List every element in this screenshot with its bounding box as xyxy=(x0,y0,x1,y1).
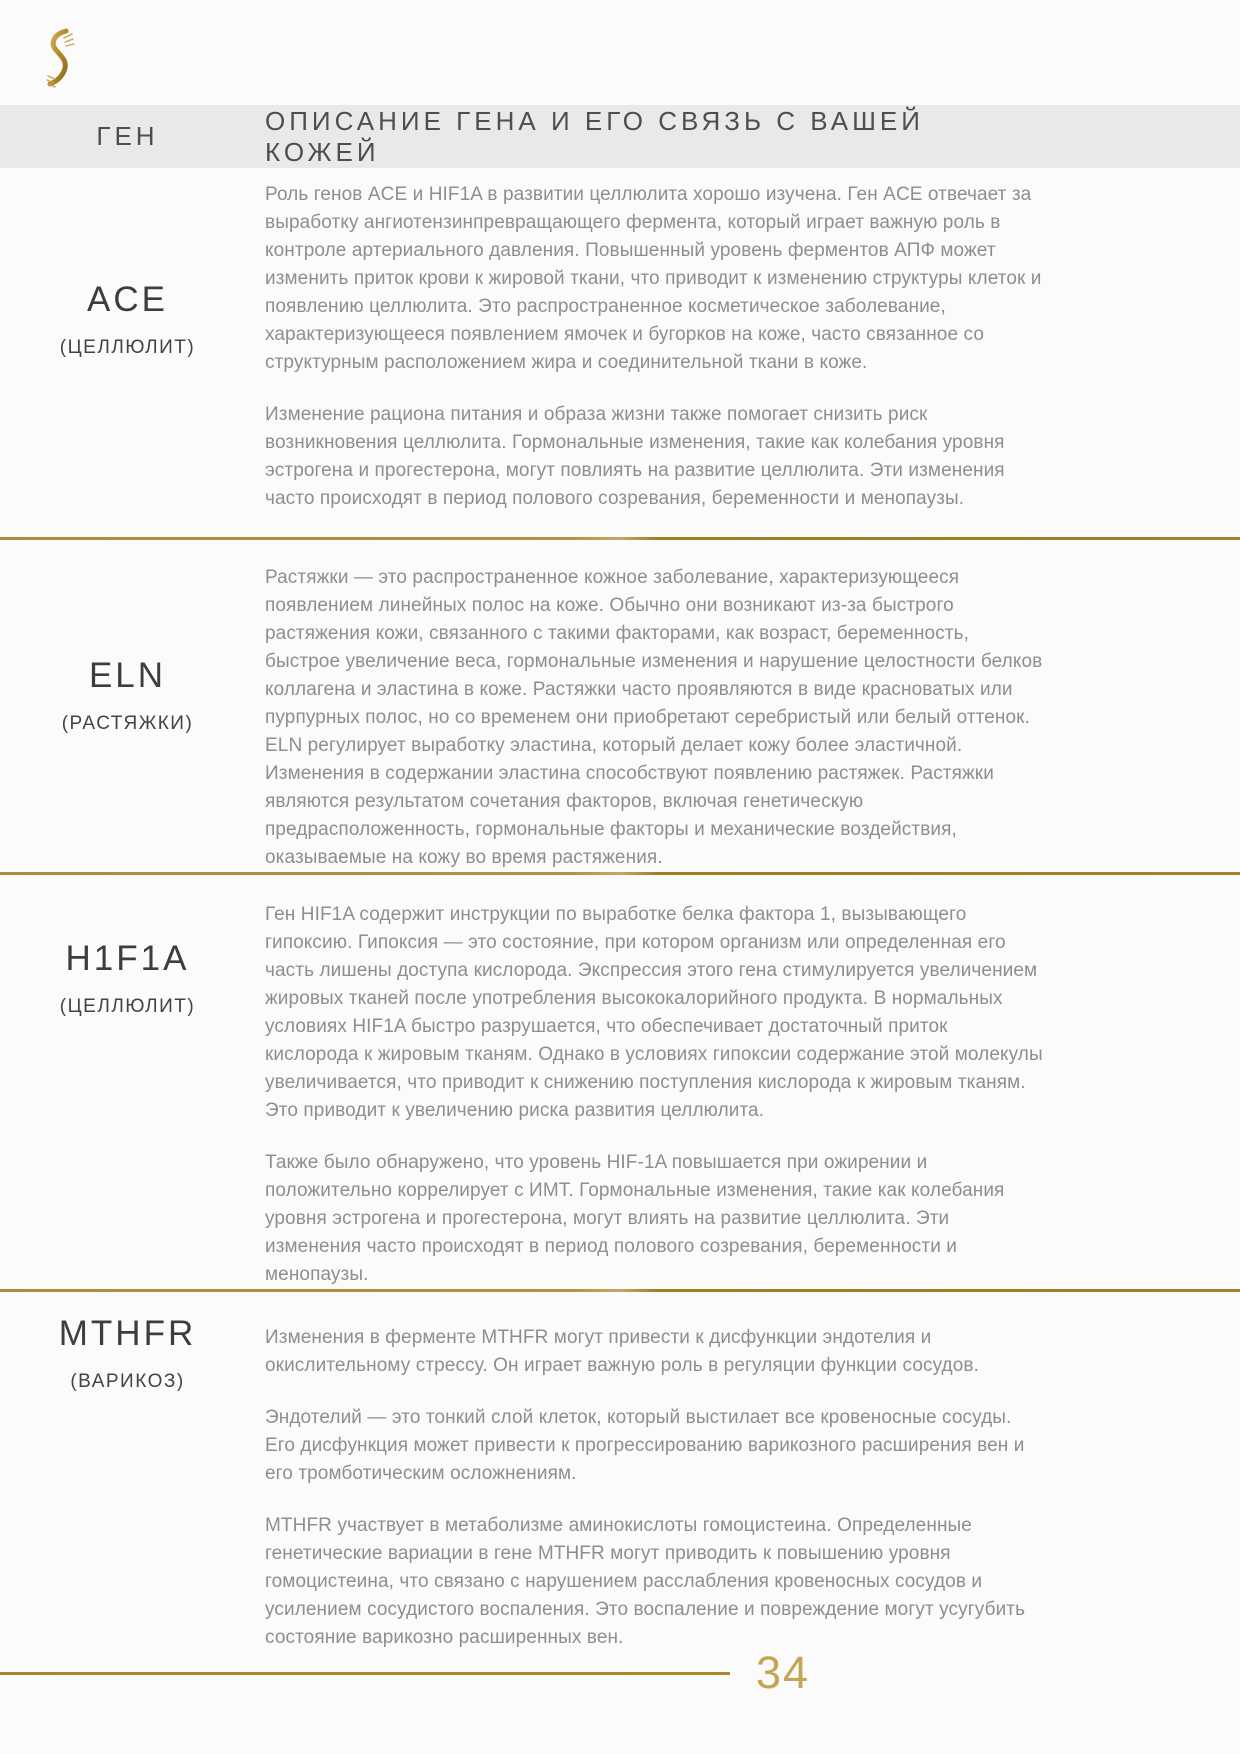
gene-table xyxy=(0,168,1240,1671)
description-paragraph: Изменения в ферменте MTHFR могут привести к дисфункции эндотелия и окислительному стрессу. Он играет важную роль в регуляции функции сосудов. xyxy=(265,1327,979,1376)
gene-cell xyxy=(0,540,255,872)
description-cell xyxy=(255,1292,1240,1671)
gene-cell xyxy=(0,875,255,1289)
gene-condition: (ЦЕЛЛЮЛИТ) xyxy=(59,337,196,358)
gene-condition: (ЦЕЛЛЮЛИТ) xyxy=(59,996,196,1017)
table-row xyxy=(0,875,1240,1289)
description-paragraph: Также было обнаружено, что уровень HIF-1A повышается при ожирении и положительно коррелирует с ИМТ. Гормональные изменения, такие как колебания уровня эстрогена и прогестерона, могут влиять на развитие целлюлита. Эти изменения часто происходят в период полового созревания, беременности и менопаузы. xyxy=(265,1152,1005,1285)
gene-name: H1F1A xyxy=(65,939,190,978)
gene-condition: (ВАРИКОЗ) xyxy=(70,1371,185,1392)
table-row xyxy=(0,1292,1240,1671)
gene-name: MTHFR xyxy=(58,1314,197,1353)
gene-name: ELN xyxy=(88,656,167,695)
table-header xyxy=(0,105,1240,168)
description-cell xyxy=(255,875,1240,1289)
gene-column-header: ГЕН xyxy=(96,121,159,151)
description-paragraph: MTHFR участвует в метаболизме аминокислоты гомоцистеина. Определенные генетические вариации в гене MTHFR могут приводить к повышению уровня гомоцистеина, что связано с нарушением расслабления кровеносных сосудов и усилением сосудистого воспаления. Это воспаление и повреждение могут усугубить состояние варикозно расширенных вен. xyxy=(265,1515,1026,1648)
footer-gold-line xyxy=(0,1672,730,1675)
gene-cell xyxy=(0,168,255,537)
description-cell xyxy=(255,540,1240,872)
page-number: 34 xyxy=(756,1647,811,1698)
gene-condition: (РАСТЯЖКИ) xyxy=(61,713,194,734)
table-row xyxy=(0,168,1240,537)
page-footer xyxy=(0,1648,1240,1698)
gene-name: ACE xyxy=(87,280,168,319)
gene-cell xyxy=(0,1292,255,1671)
description-paragraph: Изменение рациона питания и образа жизни также помогает снизить риск возникновения целлюлита. Гормональные изменения, такие как колебания уровня эстрогена и прогестерона, могут повлиять на развитие целлюлита. Эти изменения часто происходят в период полового созревания, беременности и менопаузы. xyxy=(265,404,1005,509)
description-paragraph: Растяжки — это распространенное кожное заболевание, характеризующееся появлением линейных полос на коже. Обычно они возникают из-за быстрого растяжения кожи, связанного с такими факторами, как возраст, беременность, быстрое увеличение веса, гормональные изменения и нарушение целостности белков коллагена и эластина в коже. Растяжки часто проявляются в виде красноватых или пурпурных полос, но со временем они приобретают серебристый или белый оттенок. ELN регулирует выработку эластина, который делает кожу более эластичной. Изменения в содержании эластина способствуют появлению растяжек. Растяжки являются результатом сочетания факторов, включая генетическую предрасположенность, гормональные факторы и механические воздействия, оказываемые на кожу во время растяжения. xyxy=(265,567,1043,868)
description-paragraph: Ген HIF1A содержит инструкции по выработке белка фактора 1, вызывающего гипоксию. Гипоксия — это состояние, при котором организм или определенная его часть лишены доступа кислорода. Экспрессия этого гена стимулируется увеличением жировых тканей после употребления высококалорийного продукта. В нормальных условиях HIF1A быстро разрушается, что обеспечивает достаточный приток кислорода к жировым тканям. Однако в условиях гипоксии содержание этой молекулы увеличивается, что приводит к снижению поступления кислорода к жировым тканям. Это приводит к увеличению риска развития целлюлита. xyxy=(265,904,1043,1121)
description-paragraph: Роль генов ACE и HIF1A в развитии целлюлита хорошо изучена. Ген ACE отвечает за выработку ангиотензинпревращающего фермента, который играет важную роль в контроле артериального давления. Повышенный уровень ферментов АПФ может изменить приток крови к жировой ткани, что приводит к изменению структуры клеток и появлению целлюлита. Это распространенное косметическое заболевание, характеризующееся появлением ямочек и бугорков на коже, часто связанное со структурным расположением жира и соединительной ткани в коже. xyxy=(265,184,1042,373)
dna-logo-icon xyxy=(42,28,78,92)
description-paragraph: Эндотелий — это тонкий слой клеток, который выстилает все кровеносные сосуды. Его дисфункция может привести к прогрессированию варикозного расширения вен и его тромботическим осложнениям. xyxy=(265,1407,1025,1484)
description-cell xyxy=(255,168,1240,537)
description-column-header: ОПИСАНИЕ ГЕНА И ЕГО СВЯЗЬ С ВАШЕЙ КОЖЕЙ xyxy=(265,105,924,167)
table-row xyxy=(0,540,1240,872)
